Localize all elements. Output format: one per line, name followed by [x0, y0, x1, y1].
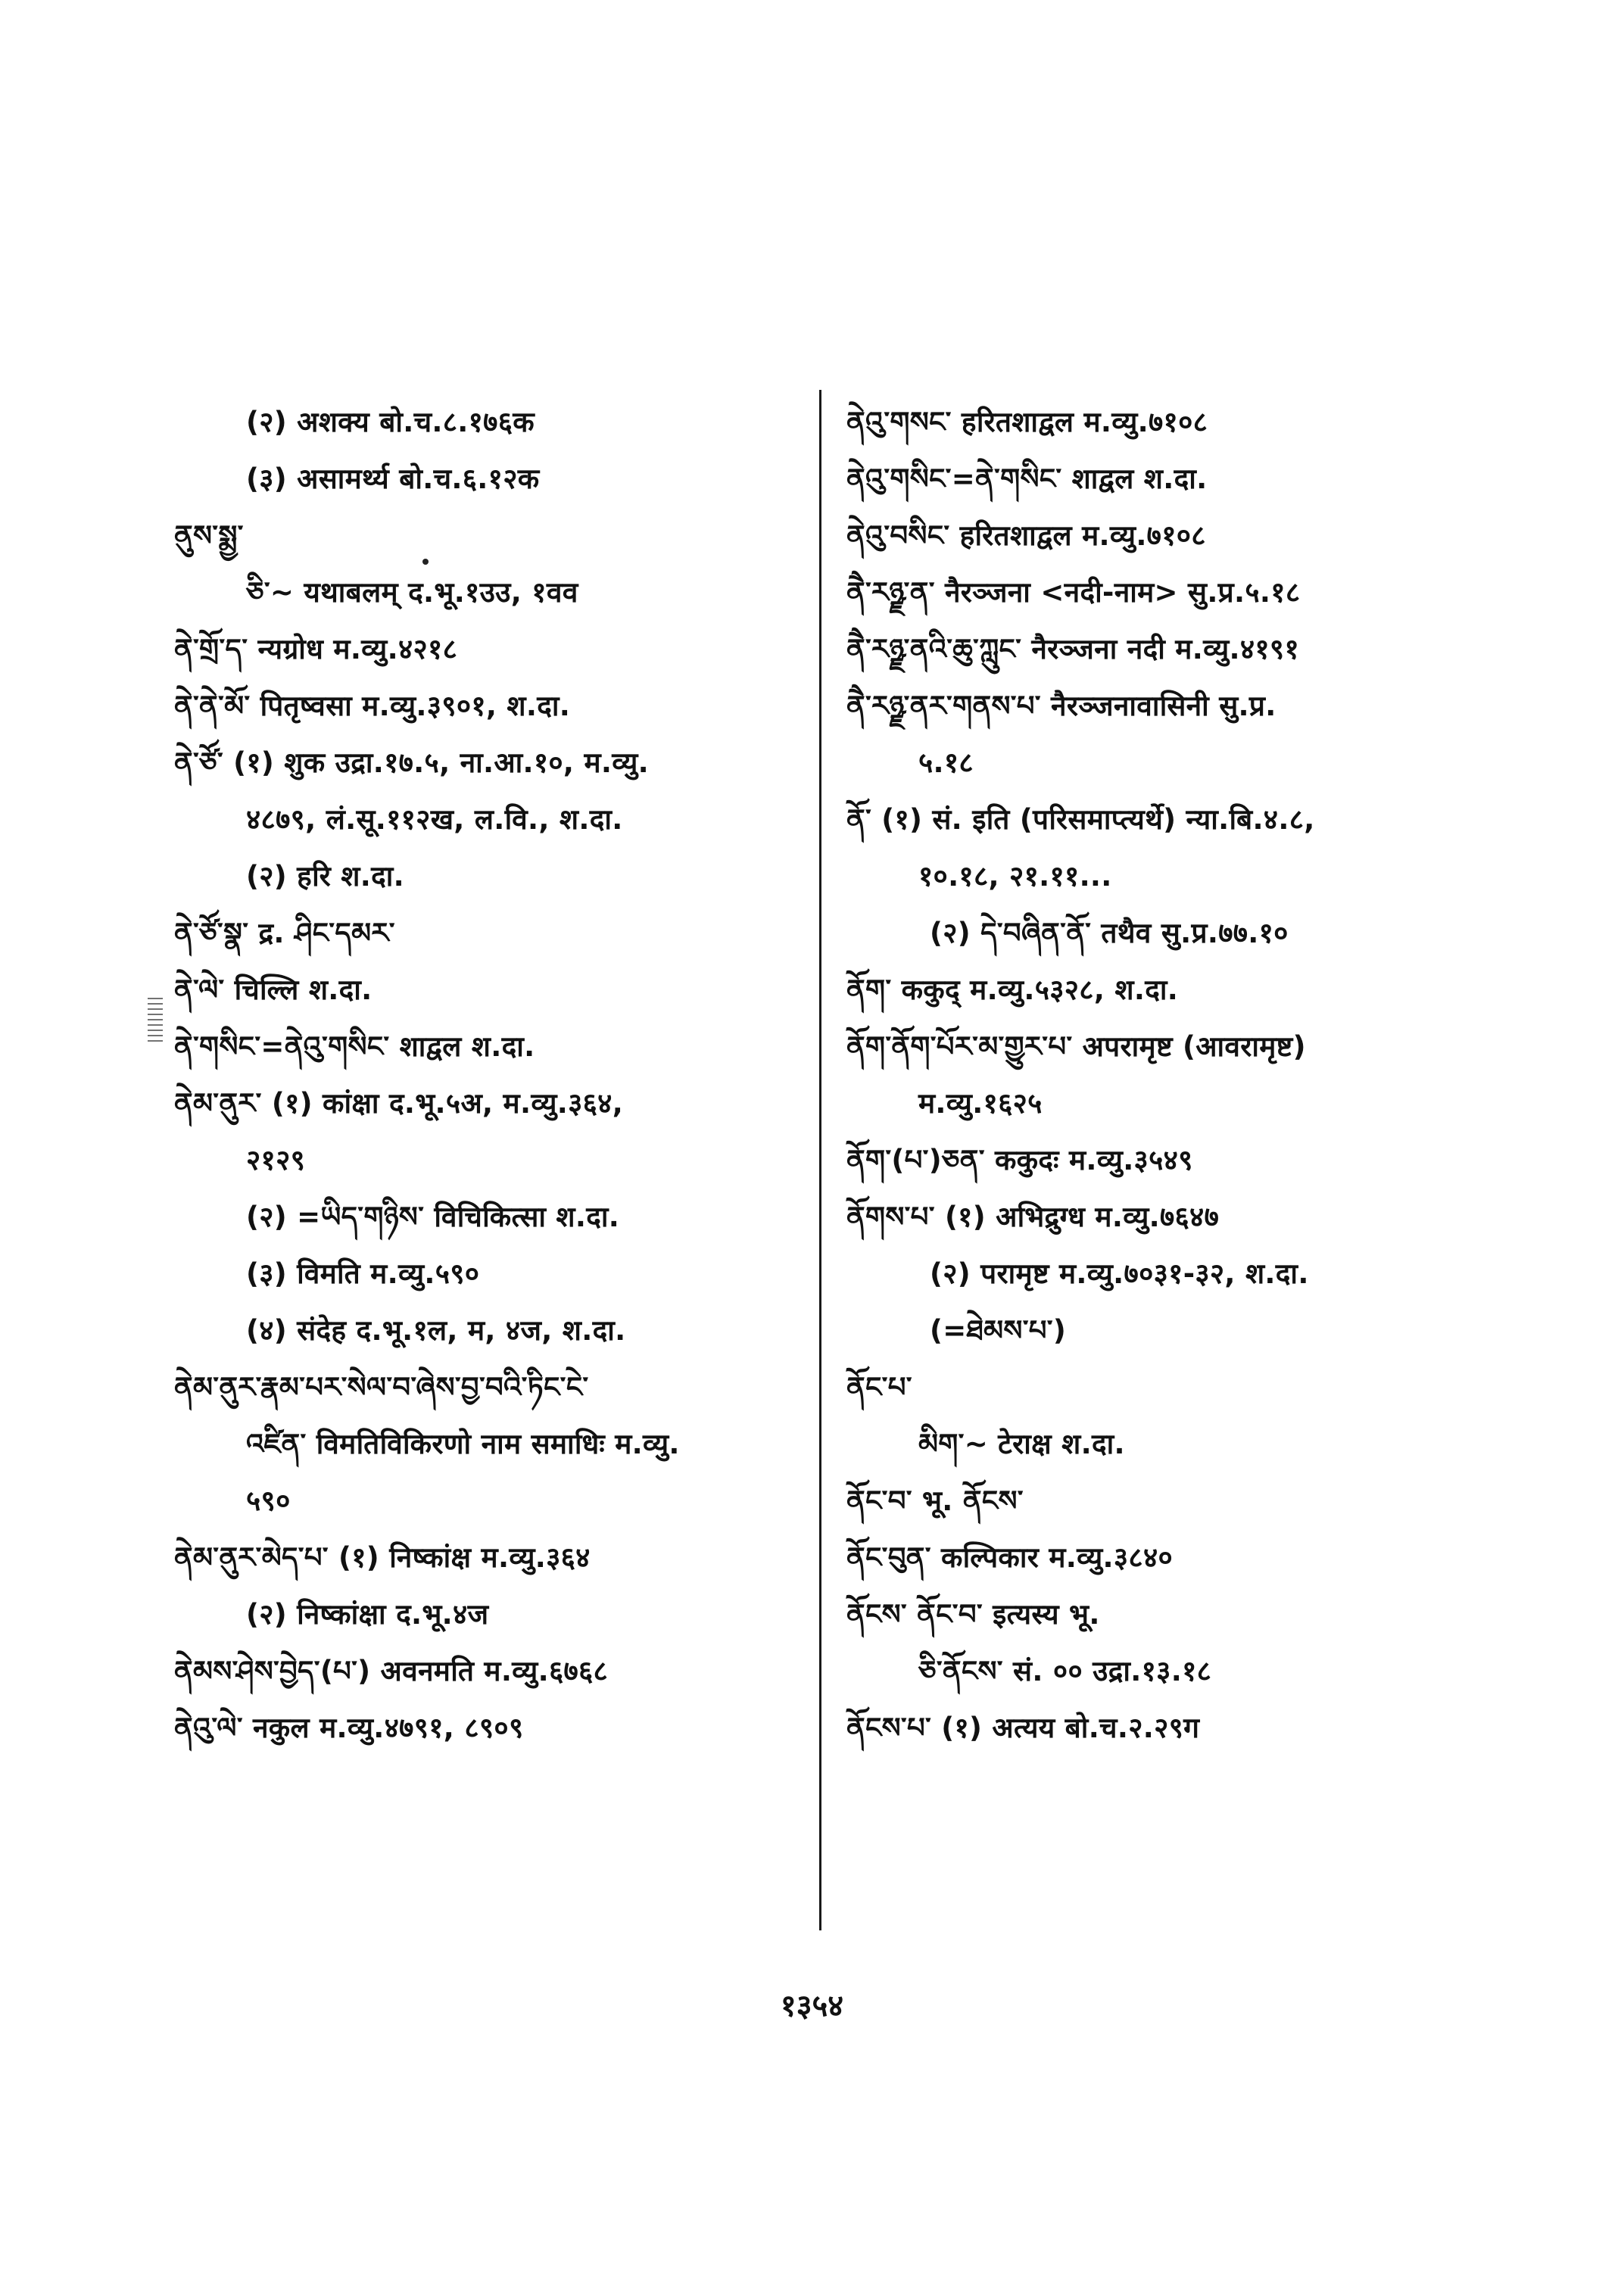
dictionary-entry-line: ནེམ་ནུར་རྣམ་པར་སེལ་བ་ཞེས་བྱ་བའི་ཏིང་ངེ་: [174, 1371, 589, 1404]
dictionary-entry-line: འཛིན་ विमतिविकिरणो नाम समाधिः म.व्यु.: [246, 1428, 680, 1460]
dictionary-entry-line: (४) संदेह द.भू.१ल, म, ४ज, श.दा.: [246, 1314, 626, 1347]
dictionary-entry-line: ནེམ་ནུར་མེད་པ་ (१) निष्कांक्ष म.व्यु.३६४: [174, 1541, 591, 1574]
column-divider: [819, 390, 821, 1930]
dictionary-entry-line: ५.१८: [918, 746, 974, 779]
dictionary-entry-line: (२) དེ་བཞིན་ནོ་ तथैव सु.प्र.७७.१०: [930, 917, 1289, 949]
margin-tick-marks: [148, 998, 163, 1045]
dictionary-entry-line: ནོང་བ་ भू. ནོངས་: [846, 1485, 1024, 1517]
dictionary-entry-line: ནཻ་རཉྫ་ནར་གནས་པ་ नैरञ्जनावासिनी सु.प्र.: [846, 690, 1276, 722]
dictionary-entry-line: ནེའུ་གསང་ हरितशाद्वल म.व्यु.७१०८: [846, 406, 1208, 438]
dictionary-entry-line: ནེ་ལེ་ चिल्लि श.दा.: [174, 974, 372, 1006]
dictionary-entry-line: ནོངས་པ་ (१) अत्यय बो.च.२.२९ग: [846, 1712, 1200, 1744]
dictionary-entry-line: ནེ་གྲོ་ད་ न्यग्रोध म.व्यु.४२१८: [174, 633, 458, 665]
dictionary-entry-line: ནོ་ (१) सं. इति (परिसमाप्त्यर्थे) न्या.बि.४.८,: [846, 803, 1315, 836]
dictionary-entry-line: (२) =ཡིད་གཉིས་ विचिकित्सा श.दा.: [246, 1201, 620, 1233]
dictionary-entry-line: ནོགས་པ་ (१) अभिद्रुग्ध म.व्यु.७६४७: [846, 1201, 1220, 1233]
page-number: १३५४: [780, 1989, 844, 2024]
right-column: [846, 394, 1498, 1756]
left-column: [174, 394, 795, 1756]
dictionary-entry-line: ནོངས་ ནོང་བ་ इत्यस्य भू.: [846, 1598, 1100, 1631]
dictionary-entry-line: ནཻ་རཉྫ་ནའི་ཆུ་ཀླུང་ नैरञ्जना नदी म.व्यु.४१९१: [846, 633, 1300, 665]
dictionary-entry-line: (२) परामृष्ट म.व्यु.७०३१-३२, श.दा.: [930, 1257, 1309, 1290]
dictionary-entry-line: ནུས་སྨྱ་: [174, 519, 244, 552]
dictionary-entry-line: (२) अशक्य बो.च.८.१७६क: [246, 406, 535, 438]
dictionary-entry-line: ནེའུ་གསིང་=ནེ་གསིང་ शाद्वल श.दा.: [846, 463, 1208, 495]
dictionary-entry-line: (३) विमति म.व्यु.५९०: [246, 1257, 480, 1290]
dictionary-entry-line: ५९०: [246, 1485, 291, 1517]
dictionary-entry-line: ནེ་ཙོ་སྣ་ द्र. ཤིང་དམར་: [174, 917, 395, 949]
dictionary-entry-line: (३) असामर्थ्य बो.च.६.१२क: [246, 463, 540, 495]
dictionary-entry-line: ནེའུ་ལེ་ नकुल म.व्यु.४७९१, ८९०९: [174, 1712, 524, 1744]
dictionary-entry-line: ནཻ་རཉྫ་ན་ नैरञ्जना <नदी-नाम> सु.प्र.५.१८: [846, 576, 1301, 609]
dictionary-entry-line: ནོག་ ककुद् म.व्यु.५३२८, श.दा.: [846, 974, 1179, 1006]
dictionary-entry-line: ནོག་(པ་)ཅན་ ककुदः म.व्यु.३५४९: [846, 1144, 1193, 1176]
dictionary-entry-line: ནེ་ཙོ་ (१) शुक उद्रा.१७.५, ना.आ.१०, म.व्यु.: [174, 746, 650, 779]
dictionary-entry-line: ནེའུ་བསིང་ हरितशाद्वल म.व्यु.७१०८: [846, 519, 1206, 552]
dictionary-entry-line: ཅི་~ यथाबलम् द.भू.१उउ, १वव: [246, 576, 578, 609]
dictionary-entry-line: ནོང་པ་: [846, 1371, 912, 1404]
dictionary-entry-line: ४८७९, लं.सू.११२ख, ल.वि., श.दा.: [246, 803, 623, 836]
dictionary-entry-line: ནེམས་ཤེས་བྱེད་(པ་) अवनमति म.व्यु.६७६८: [174, 1655, 609, 1687]
dictionary-entry-line: ནོག་ནོག་པོར་མ་གྱུར་པ་ अपरामृष्ट (आवरामृष्ट): [846, 1030, 1306, 1063]
dictionary-entry-line: ཅི་ནོངས་ सं. ०० उद्रा.१३.१८: [918, 1655, 1212, 1687]
dictionary-entry-line: २१२९: [246, 1144, 306, 1176]
dictionary-entry-line: (२) हरि श.दा.: [246, 860, 404, 893]
dictionary-entry-line: ནེམ་ནུར་ (१) कांक्षा द.भू.५अ, म.व्यु.३६४,: [174, 1087, 624, 1120]
dictionary-entry-line: म.व्यु.१६२५: [918, 1087, 1043, 1120]
dictionary-entry-line: ནེ་གསིང་=ནེའུ་གསིང་ शाद्वल श.दा.: [174, 1030, 535, 1063]
dictionary-entry-line: (=ཐེམས་པ་): [930, 1314, 1067, 1347]
dictionary-entry-line: ནེ་ནེ་མོ་ पितृष्वसा म.व्यु.३९०१, श.दा.: [174, 690, 571, 722]
dictionary-entry-line: ནོང་བུན་ कल्पिकार म.व्यु.३८४०: [846, 1541, 1174, 1574]
dictionary-entry-line: མིག་~ टेराक्ष श.दा.: [918, 1428, 1125, 1460]
dictionary-entry-line: १०.१८, २१.११...: [918, 860, 1112, 893]
dictionary-entry-line: (२) निष्कांक्षा द.भू.४ज: [246, 1598, 489, 1631]
